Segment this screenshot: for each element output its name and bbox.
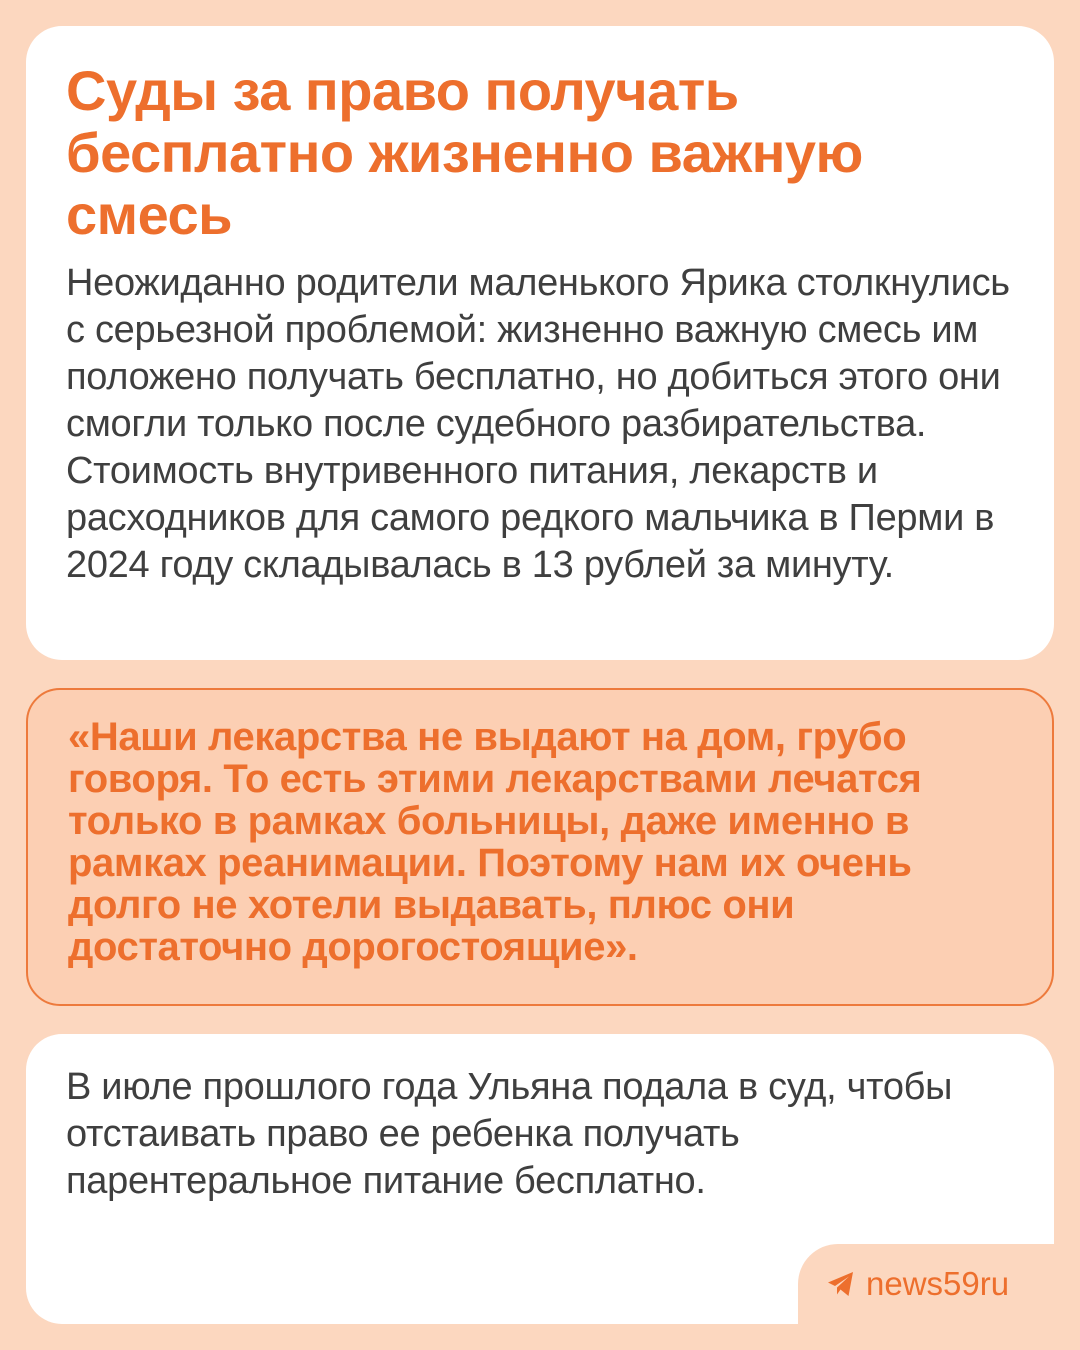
intro-card bbox=[26, 26, 1054, 660]
telegram-icon bbox=[826, 1269, 856, 1299]
quote-text: «Наши лекарства не выдают на дом, грубо говоря. То есть этими лекарствами лечатся только в рамках больницы, даже именно в рамках реанимации. Поэтому нам их очень долго не хотели выдавать, плюс они достаточно дорогостоящие». bbox=[68, 715, 922, 969]
brand-name: news59ru bbox=[866, 1265, 1010, 1302]
headline: Суды за право получать бесплатно жизненно важную смесь bbox=[66, 59, 863, 246]
brand-link[interactable] bbox=[826, 1262, 1009, 1306]
quote-card bbox=[26, 688, 1054, 1006]
followup-paragraph: В июле прошлого года Ульяна подала в суд, чтобы отстаивать право ее ребенка получать парентеральное питание бесплатно. bbox=[66, 1066, 953, 1202]
intro-paragraph: Неожиданно родители маленького Ярика столкнулись с серьезной проблемой: жизненно важную смесь им положено получать бесплатно, но добиться этого они смогли только после судебного разбирательства. Стоимость внутривенного питания, лекарств и расходников для самого редкого мальчика в Перми в 2024 году складывалась в 13 рублей за минуту. bbox=[66, 262, 1010, 586]
